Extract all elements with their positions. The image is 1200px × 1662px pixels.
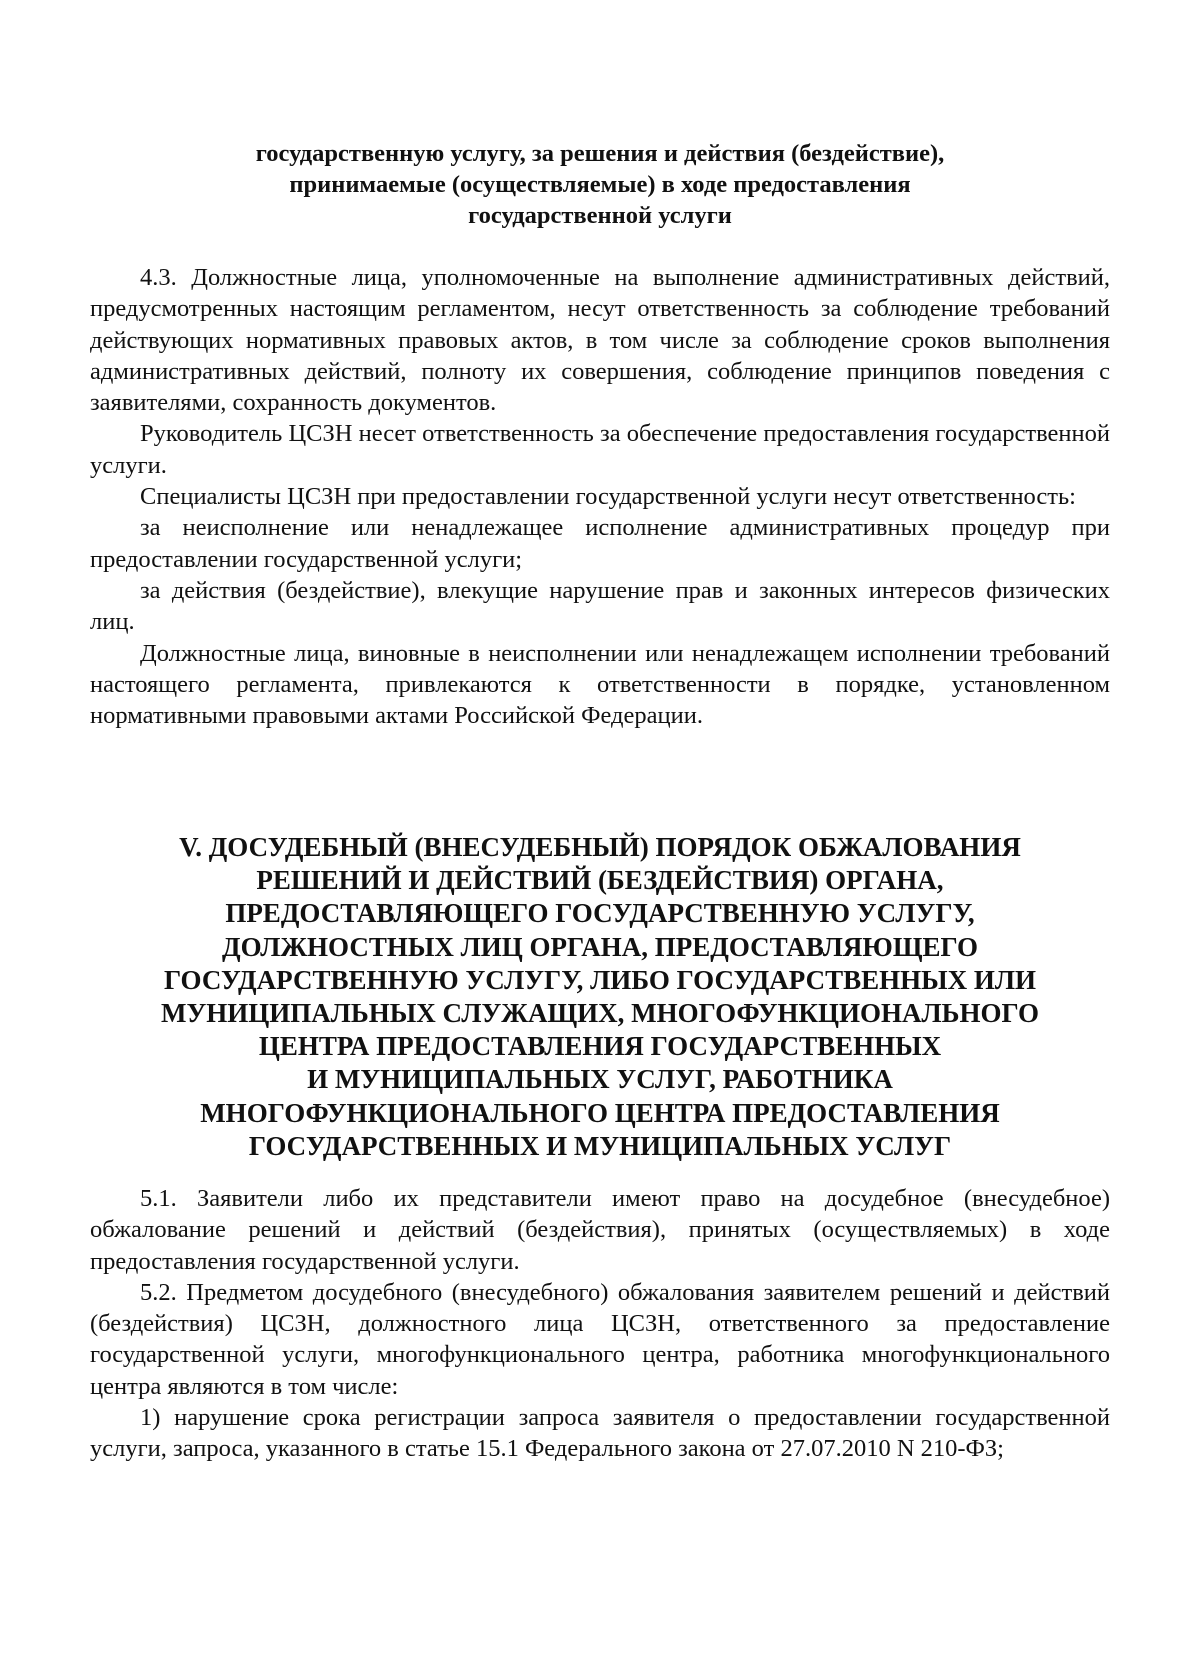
heading-line: ГОСУДАРСТВЕННУЮ УСЛУГУ, ЛИБО ГОСУДАРСТВЕННЫХ ИЛИ [163, 964, 1037, 995]
paragraph-5-1: 5.1. Заявители либо их представители имеют право на досудебное (внесудебное) обжалование решений и действий (бездействия), принятых (осуществляемых) в ходе предоставления государственной услуги. [90, 1185, 1110, 1275]
paragraph-5-2: 5.2. Предметом досудебного (внесудебного) обжалования заявителем решений и действий (бездействия) ЦСЗН, должностного лица ЦСЗН, ответственного за предоставление государственной услуги, многофункционального центра, работника многофункционального центра являются в том числе: [90, 1278, 1110, 1400]
paragraph-head-responsibility: Руководитель ЦСЗН несет ответственность за обеспечение предоставления государственной услуги. [90, 420, 1110, 479]
heading-line: V. ДОСУДЕБНЫЙ (ВНЕСУДЕБНЫЙ) ПОРЯДОК ОБЖАЛОВАНИЯ [179, 832, 1021, 862]
section-4-body [90, 262, 1110, 731]
heading-line: государственной услуги [468, 202, 732, 229]
heading-line: ПРЕДОСТАВЛЯЮЩЕГО ГОСУДАРСТВЕННУЮ УСЛУГУ, [225, 898, 975, 929]
paragraph-officials-liability: Должностные лица, виновные в неисполнении или ненадлежащем исполнении требований настоящего регламента, привлекаются к ответственности в порядке, установленном нормативными правовыми актами Российской Федерации. [90, 639, 1110, 730]
heading-line: МНОГОФУНКЦИОНАЛЬНОГО ЦЕНТРА ПРЕДОСТАВЛЕНИЯ [200, 1097, 1000, 1128]
paragraph-5-2-item-1: 1) нарушение срока регистрации запроса заявителя о предоставлении государственной услуги, запроса, указанного в статье 15.1 Федерального закона от 27.07.2010 N 210-ФЗ; [90, 1404, 1110, 1463]
paragraph-4-3: 4.3. Должностные лица, уполномоченные на выполнение административных действий, предусмотренных настоящим регламентом, несут ответственность за соблюдение требований действующих нормативных правовых актов, в том числе за соблюдение сроков выполнения административных действий, полноту их совершения, соблюдение принципов поведения с заявителями, сохранность документов. [90, 264, 1110, 417]
heading-line: государственную услугу, за решения и действия (бездействие), [255, 140, 945, 167]
heading-line: принимаемые (осуществляемые) в ходе предоставления [289, 171, 911, 198]
section-heading-continuation [90, 138, 1110, 231]
heading-line: ГОСУДАРСТВЕННЫХ И МУНИЦИПАЛЬНЫХ УСЛУГ [248, 1130, 952, 1161]
heading-line: МУНИЦИПАЛЬНЫХ СЛУЖАЩИХ, МНОГОФУНКЦИОНАЛЬНОГО [161, 998, 1039, 1029]
section-5-heading [90, 831, 1110, 1163]
heading-line: ЦЕНТРА ПРЕДОСТАВЛЕНИЯ ГОСУДАРСТВЕННЫХ [258, 1031, 942, 1062]
heading-line: И МУНИЦИПАЛЬНЫХ УСЛУГ, РАБОТНИКА [307, 1064, 893, 1095]
heading-line: ДОЛЖНОСТНЫХ ЛИЦ ОРГАНА, ПРЕДОСТАВЛЯЮЩЕГО [222, 931, 978, 962]
section-5-body [90, 1183, 1110, 1465]
paragraph-nonperformance: за неисполнение или ненадлежащее исполнение административных процедур при предоставлении государственной услуги; [90, 514, 1110, 573]
heading-line: РЕШЕНИЙ И ДЕЙСТВИЙ (БЕЗДЕЙСТВИЯ) ОРГАНА, [256, 865, 944, 896]
paragraph-specialists-responsibility: Специалисты ЦСЗН при предоставлении государственной услуги несут ответственность: [140, 483, 1076, 511]
paragraph-actions-violations: за действия (бездействие), влекущие нарушение прав и законных интересов физических лиц. [90, 576, 1110, 636]
